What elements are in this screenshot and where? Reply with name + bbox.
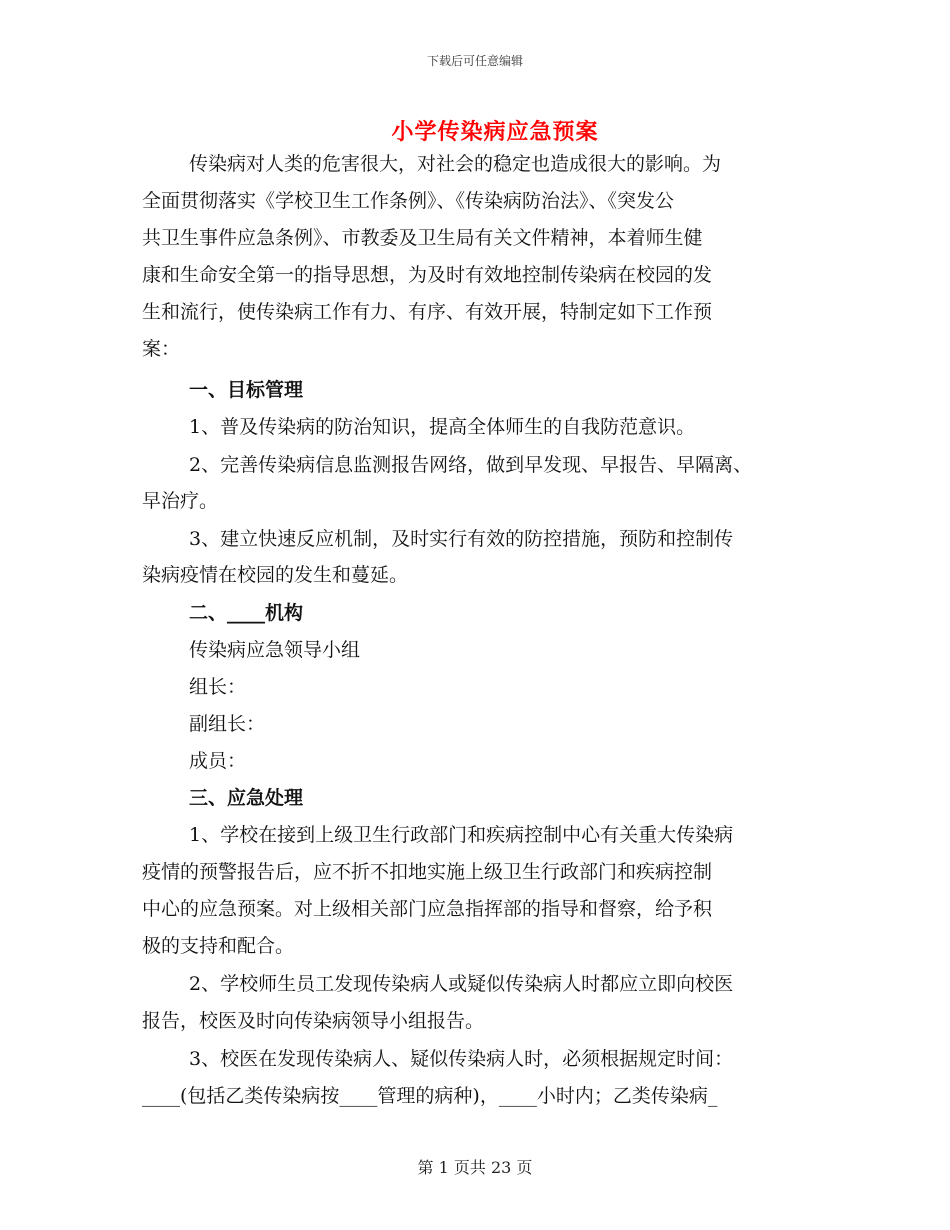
section-heading: 一、目标管理 bbox=[189, 379, 304, 401]
paragraph-line: 2、完善传染病信息监测报告网络，做到早发现、早报告、早隔离、 bbox=[189, 454, 753, 476]
page-number: 第 1 页共 23 页 bbox=[417, 1158, 533, 1177]
paragraph-line: 成员： bbox=[189, 750, 247, 772]
paragraph-line: 3、校医在发现传染病人、疑似传染病人时，必须根据规定时间： bbox=[189, 1048, 734, 1070]
section-heading: 三、应急处理 bbox=[189, 787, 304, 809]
paragraph-line: 生和流行，使传染病工作有力、有序、有效开展，特制定如下工作预 bbox=[142, 301, 713, 323]
paragraph-line: ____(包括乙类传染病按____管理的病种)，____小时内；乙类传染病_ bbox=[142, 1085, 718, 1107]
paragraph-line: 全面贯彻落实《学校卫生工作条例》、《传染病防治法》、《突发公 bbox=[142, 190, 675, 212]
paragraph-line: 染病疫情在校园的发生和蔓延。 bbox=[142, 564, 409, 586]
paragraph-line: 疫情的预警报告后，应不折不扣地实施上级卫生行政部门和疾病控制 bbox=[142, 861, 713, 883]
paragraph-line: 康和生命安全第一的指导思想，为及时有效地控制传染病在校园的发 bbox=[142, 264, 713, 286]
paragraph-line: 组长： bbox=[189, 676, 247, 698]
paragraph-line: 副组长： bbox=[189, 713, 266, 735]
paragraph-line: 1、普及传染病的防治知识，提高全体师生的自我防范意识。 bbox=[189, 416, 696, 438]
paragraph-line: 报告，校医及时向传染病领导小组报告。 bbox=[142, 1010, 485, 1032]
paragraph-line: 3、建立快速反应机制，及时实行有效的防控措施，预防和控制传 bbox=[189, 528, 734, 550]
paragraph-line: 1、学校在接到上级卫生行政部门和疾病控制中心有关重大传染病 bbox=[189, 824, 734, 846]
paragraph-line: 案： bbox=[142, 338, 181, 360]
header-note: 下载后可任意编辑 bbox=[426, 54, 523, 68]
paragraph-line: 极的支持和配合。 bbox=[142, 935, 295, 957]
paragraph-line: 共卫生事件应急条例》、市教委及卫生局有关文件精神，本着师生健 bbox=[142, 227, 703, 249]
paragraph-line: 传染病应急领导小组 bbox=[189, 639, 361, 661]
paragraph-line: 中心的应急预案。对上级相关部门应急指挥部的指导和督察，给予积 bbox=[142, 898, 713, 920]
paragraph-line: 传染病对人类的危害很大，对社会的稳定也造成很大的影响。为 bbox=[189, 153, 722, 175]
paragraph-line: 早治疗。 bbox=[142, 490, 219, 512]
paragraph-line: 2、学校师生员工发现传染病人或疑似传染病人时都应立即向校医 bbox=[189, 973, 734, 995]
section-heading: 二、____机构 bbox=[189, 602, 304, 624]
document-title: 小学传染病应急预案 bbox=[391, 119, 599, 145]
